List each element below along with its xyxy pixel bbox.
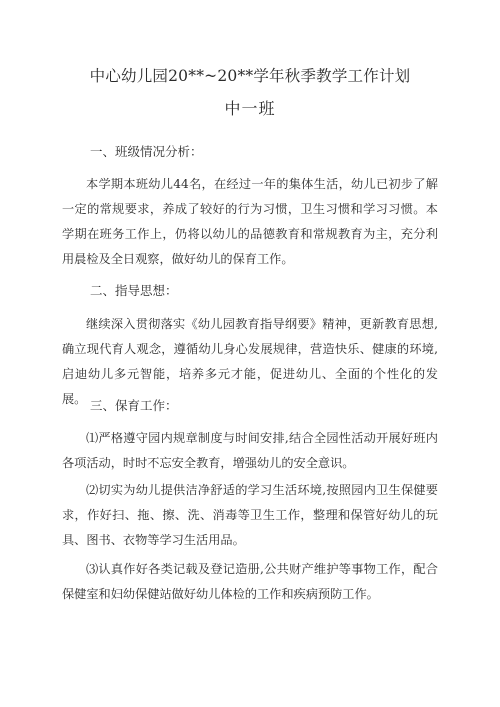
section-heading-1: 一、班级情况分析： bbox=[90, 144, 203, 159]
section-heading-3: 三、保育工作： bbox=[90, 398, 178, 413]
page-title: 中心幼儿园20**~20**学年秋季教学工作计划 bbox=[89, 67, 411, 85]
section-1-paragraph-1: 本学期本班幼儿44名，在经过一年的集体生活，幼儿已初步了解一定的常规要求，养成了较好的行为习惯，卫生习惯和学习习惯。本学期在班务工作上，仍将以幼儿的品德教育和常规教育为主，充分利用晨检及全日观察，做好幼儿的保育工作。 bbox=[62, 177, 438, 266]
section-3-paragraph-3: ⑶认真作好各类记载及登记造册,公共财产维护等事物工作，配合保健室和妇幼保健站做好幼儿体检的工作和疾病预防工作。 bbox=[62, 562, 438, 601]
section-2-paragraph-1: 继续深入贯彻落实《幼儿园教育指导纲要》精神，更新教育思想,确立现代育人观念，遵循幼儿身心发展规律，营造快乐、健康的环境,启迪幼儿多元智能，培养多元才能，促进幼儿、全面的个性化的发展。 bbox=[62, 317, 438, 406]
section-3-paragraph-1: ⑴严格遵守园内规章制度与时间安排,结合全园性活动开展好班内各项活动，时时不忘安全教育，增强幼儿的安全意识。 bbox=[62, 431, 438, 470]
page-subtitle: 中一班 bbox=[224, 99, 276, 118]
section-3-paragraph-2: ⑵切实为幼儿提供洁净舒适的学习生活环境,按照园内卫生保健要求，作好扫、拖、擦、洗、消毒等卫生工作，整理和保管好幼儿的玩具、图书、衣物等学习生活用品。 bbox=[62, 483, 438, 547]
section-heading-2: 二、指导思想： bbox=[90, 283, 178, 298]
